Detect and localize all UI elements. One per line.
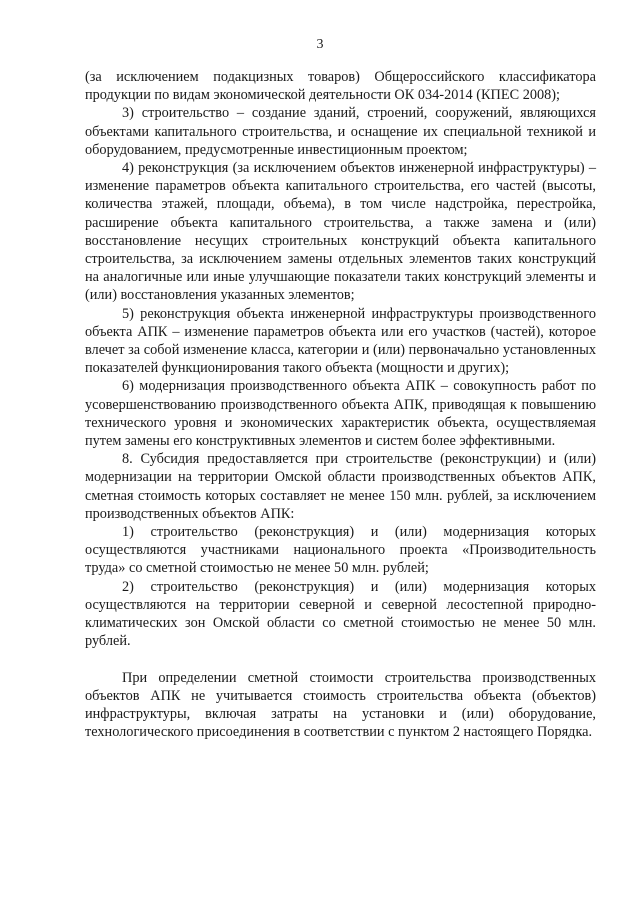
paragraph-item-6-modernization: 6) модернизация производственного объекта АПК – совокупность работ по усовершенствованию производственного объекта АПК, приводящая к повышению технического уровня и экономических характеристик объекта, осуществляемая путем замены его конструктивных элементов и систем более эффективными. [85, 378, 596, 450]
document-body [85, 68, 596, 741]
paragraph-item-4-reconstruction: 4) реконструкция (за исключением объектов инженерной инфраструктуры) – изменение параметров объекта капитального строительства, его частей (высоты, количества этажей, площади, объема), в том числе надстройка, перестройка, расширение объекта капитального строительства, а также замена и (или) восстановление несущих строительных конструкций объекта капитального строительства, за исключением замены отдельных элементов таких конструкций на аналогичные или иные улучшающие показатели таких конструкций элементы и (или) восстановления указанных элементов; [85, 160, 596, 304]
page-number: 3 [316, 37, 324, 52]
paragraph-exception-2: 2) строительство (реконструкция) и (или) модернизация которых осуществляются на территории северной и северной лесостепной природно-климатических зон Омской области со сметной стоимостью не менее 50 млн. рублей. [85, 578, 596, 650]
paragraph-item-5-infrastructure-reconstruction: 5) реконструкция объекта инженерной инфраструктуры производственного объекта АПК – изменение параметров объекта или его участков (частей), которое влечет за собой изменение класса, категории и (или) первоначально установленных показателей функционирования такого объекта (мощности и других); [85, 305, 596, 377]
paragraph-item-3-construction: 3) строительство – создание зданий, строений, сооружений, являющихся объектами капитального строительства, и оснащение их специальной техникой и оборудованием, предусмотренные инвестиционным проектом; [85, 105, 596, 158]
paragraph-exception-1: 1) строительство (реконструкция) и (или) модернизация которых осуществляются участниками национального проекта «Производительность труда» со сметной стоимостью не менее 50 млн. рублей; [85, 524, 596, 577]
paragraph-cost-determination: При определении сметной стоимости строительства производственных объектов АПК не учитывается стоимость строительства объекта (объектов) инфраструктуры, включая затраты на установки и (или) оборудование, технологического присоединения в соответствии с пунктом 2 настоящего Порядка. [85, 669, 596, 741]
paragraph-section-8-subsidy: 8. Субсидия предоставляется при строительстве (реконструкции) и (или) модернизации на территории Омской области производственных объектов АПК, сметная стоимость которых составляет не менее 150 млн. рублей, за исключением производственных объектов АПК: [85, 451, 596, 522]
paragraph-classifier-continuation: (за исключением подакцизных товаров) Общероссийского классификатора продукции по видам экономической деятельности ОК 034-2014 (КПЕС 2008); [85, 69, 596, 104]
